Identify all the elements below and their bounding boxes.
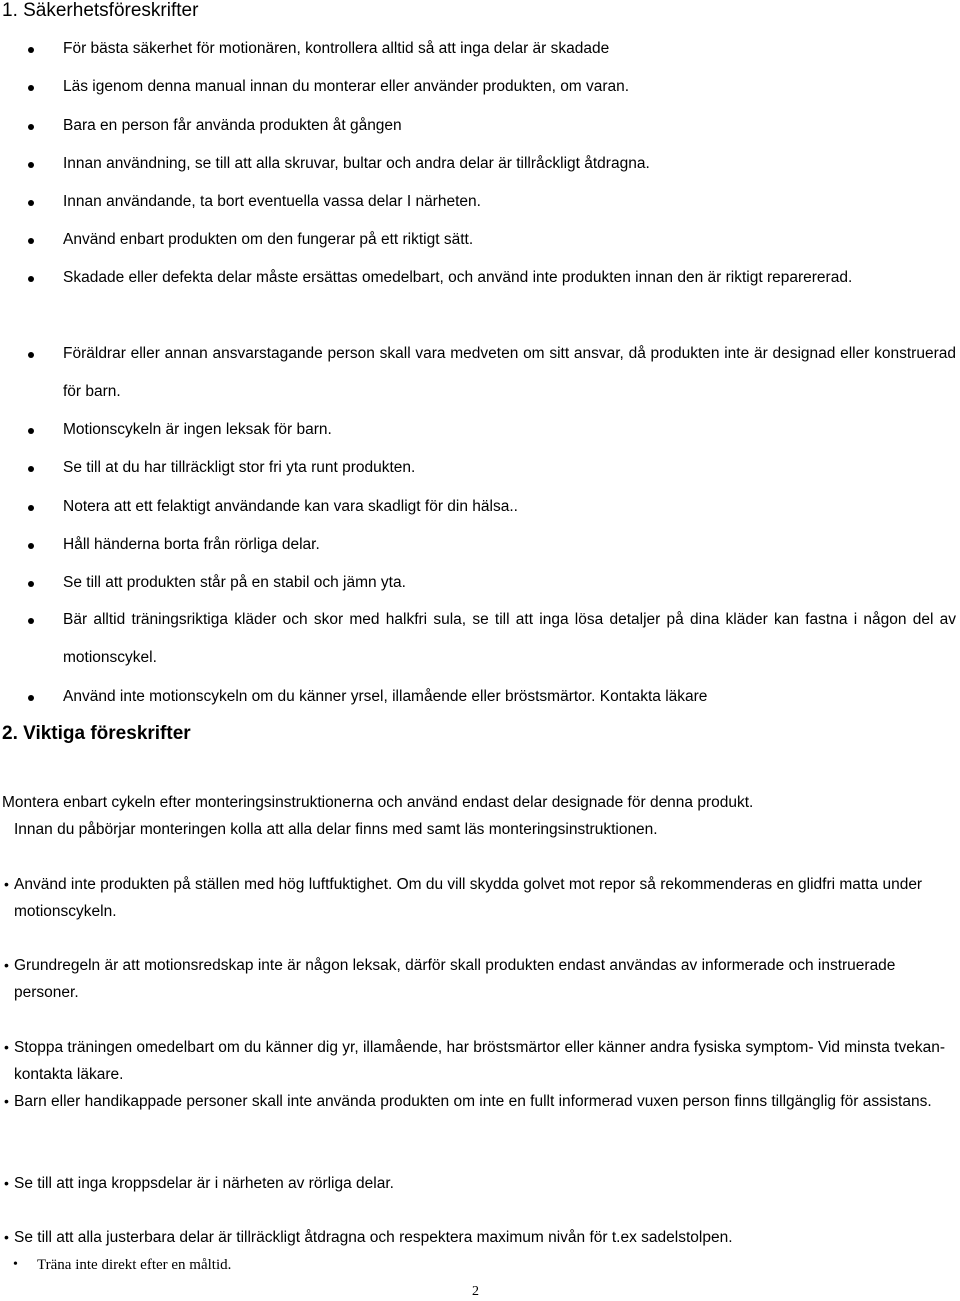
bullet-icon bbox=[28, 238, 34, 244]
list-item: För bästa säkerhet för motionären, kontrollera alltid så att inga delar är skadade bbox=[36, 30, 956, 68]
intro-paragraph: Innan du påbörjar monteringen kolla att alla delar finns med samt läs monteringsinstruktionen. bbox=[14, 821, 658, 838]
list-item: • Se till att inga kroppsdelar är i närheten av rörliga delar. bbox=[2, 1170, 958, 1197]
intro-paragraph: Montera enbart cykeln efter monteringsinstruktionerna och använd endast delar designade för denna produkt. bbox=[2, 794, 754, 811]
list-item: • Se till att alla justerbara delar är tillräckligt åtdragna och respektera maximum nivån för t.ex sadelstolpen. bbox=[2, 1224, 958, 1251]
bullet-icon bbox=[28, 543, 34, 549]
list-item: • Använd inte produkten på ställen med hög luftfuktighet. Om du vill skydda golvet mot repor så rekommenderas en glidfri matta under motionscykeln. bbox=[2, 871, 958, 925]
section-2-heading: 2. Viktiga föreskrifter bbox=[2, 723, 191, 744]
bullet-icon: • bbox=[4, 1093, 9, 1109]
bullet-icon bbox=[28, 618, 34, 624]
list-item: Bär alltid träningsriktiga kläder och skor med halkfri sula, se till att inga lösa detaljer på dina kläder kan fastna i någon del av motionscykel. bbox=[36, 601, 956, 677]
bullet-icon: • bbox=[4, 1039, 9, 1055]
list-item: • Barn eller handikappade personer skall inte använda produkten om inte en fullt informerad vuxen person finns tillgänglig för assistans. bbox=[2, 1088, 958, 1115]
list-item: Håll händerna borta från rörliga delar. bbox=[36, 526, 956, 564]
list-item: • Träna inte direkt efter en måltid. bbox=[13, 1257, 232, 1273]
bullet-icon bbox=[28, 85, 34, 91]
bullet-icon bbox=[28, 505, 34, 511]
list-item: Motionscykeln är ingen leksak för barn. bbox=[36, 411, 956, 449]
bullet-icon bbox=[28, 352, 34, 358]
bullet-icon bbox=[28, 276, 34, 282]
bullet-icon bbox=[28, 162, 34, 168]
list-item: Notera att ett felaktigt användande kan vara skadligt för din hälsa.. bbox=[36, 488, 956, 526]
list-item: Se till at du har tillräckligt stor fri yta runt produkten. bbox=[36, 449, 956, 487]
list-item: • Stoppa träningen omedelbart om du känner dig yr, illamående, har bröstsmärtor eller känner andra fysiska symptom- Vid minsta tvekan- kontakta läkare. bbox=[2, 1034, 958, 1088]
page-number: 2 bbox=[472, 1284, 479, 1299]
bullet-icon: • bbox=[4, 1229, 9, 1245]
list-item: Innan användning, se till att alla skruvar, bultar och andra delar är tillråckligt åtdragna. bbox=[36, 145, 956, 183]
bullet-icon bbox=[28, 581, 34, 587]
list-item: Föräldrar eller annan ansvarstagande person skall vara medveten om sitt ansvar, då produkten inte är designad eller konstruerad för barn. bbox=[36, 335, 956, 411]
bullet-icon bbox=[28, 200, 34, 206]
bullet-icon bbox=[28, 47, 34, 53]
list-item: Bara en person får använda produkten åt gången bbox=[36, 107, 956, 145]
list-item: Innan användande, ta bort eventuella vassa delar I närheten. bbox=[36, 183, 956, 221]
list-item: Se till att produkten står på en stabil och jämn yta. bbox=[36, 564, 956, 602]
list-item: Skadade eller defekta delar måste ersättas omedelbart, och använd inte produkten innan den är riktigt reparererad. bbox=[36, 259, 956, 297]
list-item: • Grundregeln är att motionsredskap inte är någon leksak, därför skall produkten endast användas av informerade och instruerade personer. bbox=[2, 952, 958, 1006]
list-item: Läs igenom denna manual innan du monterar eller använder produkten, om varan. bbox=[36, 68, 956, 106]
list-item: Använd enbart produkten om den fungerar på ett riktigt sätt. bbox=[36, 221, 956, 259]
bullet-icon bbox=[28, 124, 34, 130]
section-1-heading: 1. Säkerhetsföreskrifter bbox=[2, 0, 199, 21]
list-item: Använd inte motionscykeln om du känner yrsel, illamående eller bröstsmärtor. Kontakta läkare bbox=[36, 678, 956, 716]
bullet-icon: • bbox=[4, 876, 9, 892]
bullet-icon: • bbox=[4, 1175, 9, 1191]
bullet-icon: • bbox=[4, 957, 9, 973]
bullet-icon: • bbox=[13, 1257, 18, 1272]
bullet-icon bbox=[28, 466, 34, 472]
bullet-icon bbox=[28, 428, 34, 434]
bullet-icon bbox=[28, 695, 34, 701]
